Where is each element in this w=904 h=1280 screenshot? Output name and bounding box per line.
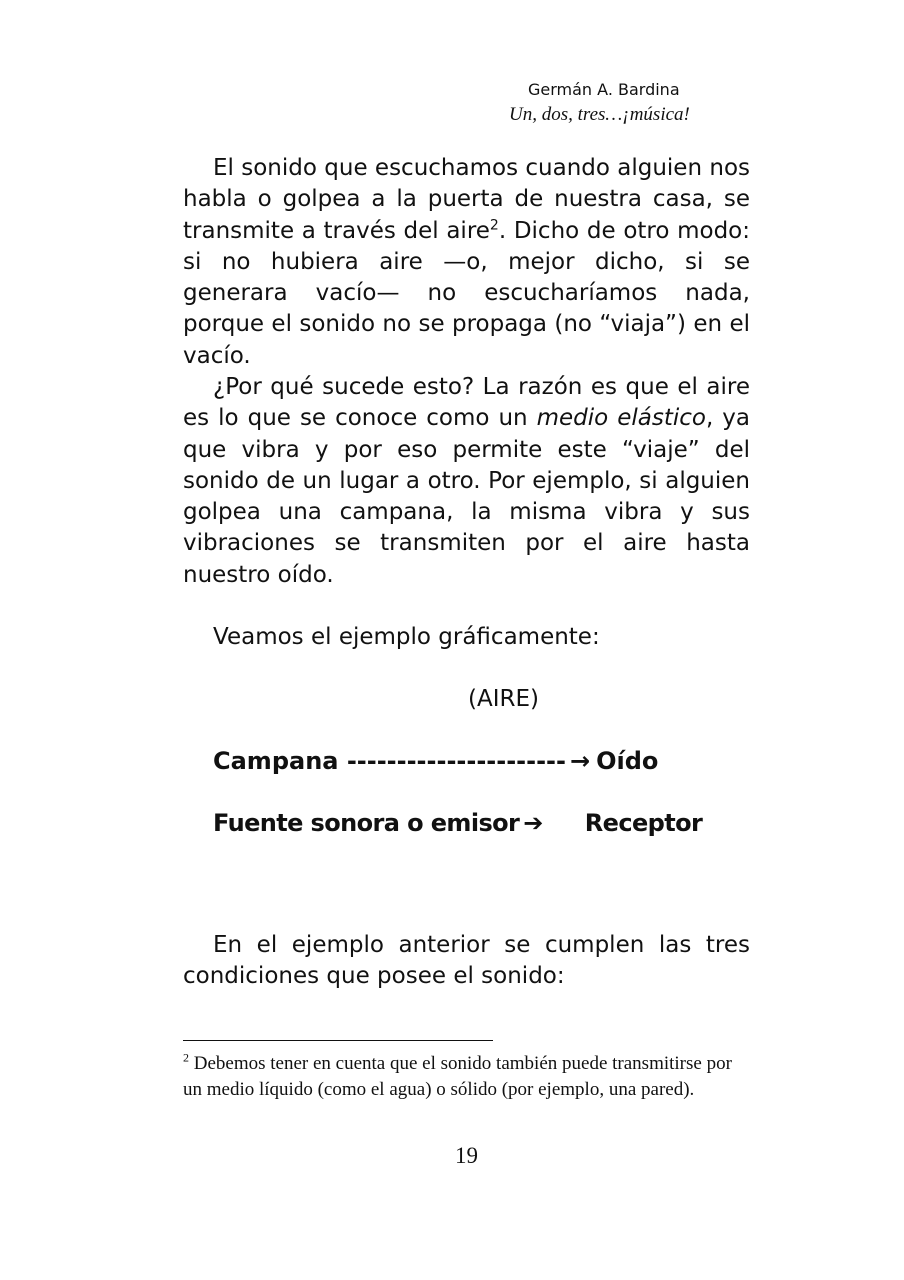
footnote-text: Debemos tener en cuenta que el sonido también puede transmitirse por un medio líquido (como el agua) o sólido (por ejemplo, una pared). <box>183 1053 732 1100</box>
diagram-target-label: Receptor <box>584 809 703 837</box>
diagram-row-emisor <box>213 807 702 839</box>
footnote-separator <box>183 1040 493 1041</box>
footnote <box>183 1051 743 1102</box>
footnote-reference: 2 <box>489 216 499 233</box>
paragraph-text: ¿Por qué sucede esto? La razón es que el aire es lo que se conoce como un <box>183 374 750 432</box>
paragraph-sound-transmission <box>183 153 750 372</box>
paragraph-text-continued: , ya que vibra y por eso permite este “viaje” del sonido de un lugar a otro. Por ejemplo, si alguien golpea una campana, la misma vibra y sus vibraciones se transmiten por el aire hasta nuestro oído. <box>183 405 751 588</box>
emphasis-term: medio elástico <box>536 405 706 432</box>
footnote-number: 2 <box>183 1050 189 1065</box>
diagram-medium-label: (AIRE) <box>468 686 539 712</box>
paragraph-three-conditions: En el ejemplo anterior se cumplen las tres condiciones que posee el sonido: <box>183 932 750 990</box>
running-header-author: Germán A. Bardina <box>528 80 680 99</box>
running-header-book-title: Un, dos, tres…¡música! <box>509 104 690 125</box>
paragraph-text: El sonido que escuchamos cuando alguien nos habla o golpea a la puerta de nuestra casa, se transmite a través del aire <box>183 155 750 244</box>
arrow-right-icon: → <box>569 747 591 775</box>
diagram-row-campana <box>213 745 658 777</box>
diagram-source-label: Campana ---------------------- <box>213 747 566 775</box>
paragraph-graphic-intro: Veamos el ejemplo gráficamente: <box>213 624 600 650</box>
diagram-target-label: Oído <box>596 747 659 775</box>
diagram-source-label: Fuente sonora o emisor <box>213 809 520 837</box>
paragraph-elastic-medium <box>183 372 750 591</box>
paragraph-text-continued: . Dicho de otro modo: si no hubiera aire —o, mejor dicho, si se generara vacío— no escucharíamos nada, porque el sonido no se propaga (no “viaja”) en el vacío. <box>183 217 750 369</box>
page-number: 19 <box>455 1143 478 1168</box>
arrow-right-icon: ➔ <box>523 809 543 837</box>
